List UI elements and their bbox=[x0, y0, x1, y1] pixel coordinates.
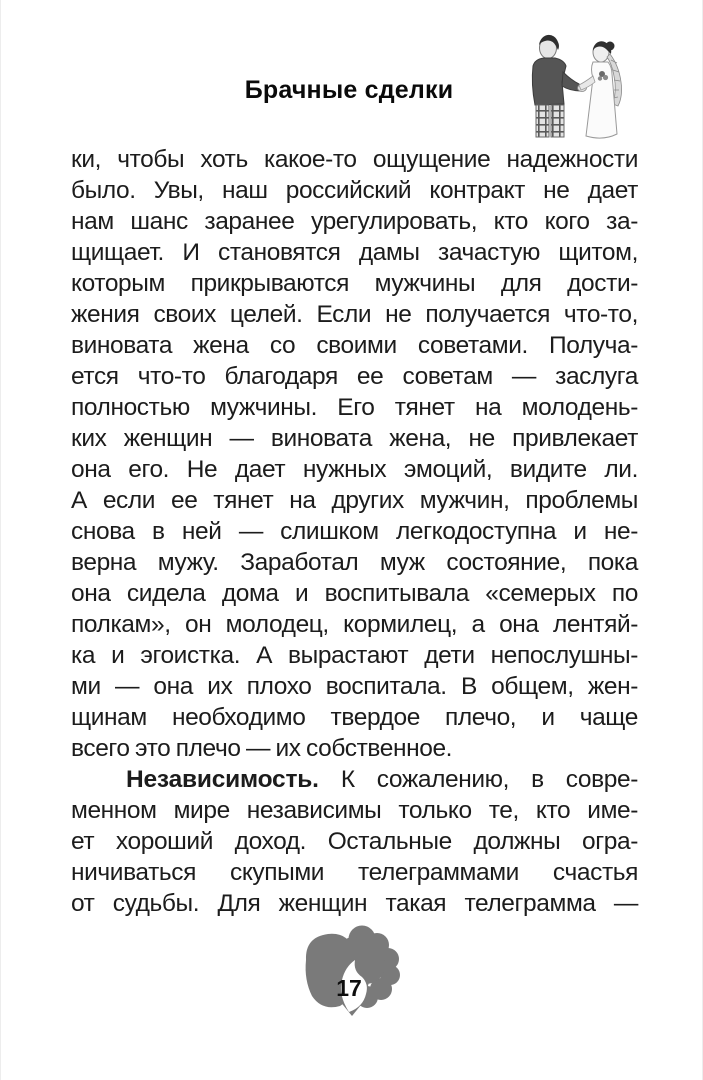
page-body bbox=[71, 144, 638, 919]
text-line: виновата жена со своими советами. Получа- bbox=[71, 332, 638, 359]
chapter-title: Брачные сделки bbox=[244, 76, 454, 104]
text-line: ется что-то благодаря ее советам — заслуга bbox=[71, 363, 638, 390]
text-line: ет хороший доход. Остальные должны огра- bbox=[71, 828, 638, 855]
text-line: она сидела дома и воспитывала «семерых по bbox=[71, 580, 638, 607]
text-line: щинам необходимо твердое плечо, и чаще bbox=[71, 704, 638, 731]
text-line: ка и эгоистка. А вырастают дети непослушны- bbox=[71, 642, 638, 669]
text-line: ничиваться скупыми телеграммами счастья bbox=[71, 859, 638, 886]
text-line: щищает. И становятся дамы зачастую щитом, bbox=[71, 239, 638, 266]
text-line bbox=[71, 764, 638, 795]
page-number: 17 bbox=[336, 975, 362, 1001]
text-line: которым прикрываются мужчины для дости- bbox=[71, 270, 638, 297]
text-line: менном мире независимы только те, кто име- bbox=[71, 797, 638, 824]
paragraph-2 bbox=[71, 764, 638, 919]
text-line: нам шанс заранее урегулировать, кто кого за- bbox=[71, 208, 638, 235]
text-line: ки, чтобы хоть какое-то ощущение надежности bbox=[71, 146, 638, 173]
text-run: К сожалению, в совре- bbox=[318, 766, 638, 793]
paragraph-lead-word: Независимость. bbox=[126, 766, 319, 793]
text-line: ми — она их плохо воспитала. В общем, жен- bbox=[71, 673, 638, 700]
text-line: от судьбы. Для женщин такая телеграмма — bbox=[71, 890, 638, 917]
text-line: полкам», он молодец, кормилец, а она лентяй- bbox=[71, 611, 638, 638]
wedding-couple-icon bbox=[507, 30, 649, 144]
text-line: ких женщин — виновата жена, не привлекает bbox=[71, 425, 638, 452]
text-line: А если ее тянет на других мужчин, проблемы bbox=[71, 487, 638, 514]
text-line: верна мужу. Заработал муж состояние, пока bbox=[71, 549, 638, 576]
text-line: всего это плечо — их собственное. bbox=[71, 735, 453, 762]
text-line: снова в ней — слишком легкодоступна и не- bbox=[71, 518, 638, 545]
paragraph-1 bbox=[71, 144, 638, 764]
couple-silhouette-icon bbox=[291, 920, 413, 1018]
text-line: жения своих целей. Если не получается что-то, bbox=[71, 301, 638, 328]
text-line: было. Увы, наш российский контракт не дает bbox=[71, 177, 638, 204]
text-line: она его. Не дает нужных эмоций, видите ли. bbox=[71, 456, 638, 483]
text-line: полностью мужчины. Его тянет на молодень- bbox=[71, 394, 638, 421]
groom-figure bbox=[532, 35, 586, 137]
